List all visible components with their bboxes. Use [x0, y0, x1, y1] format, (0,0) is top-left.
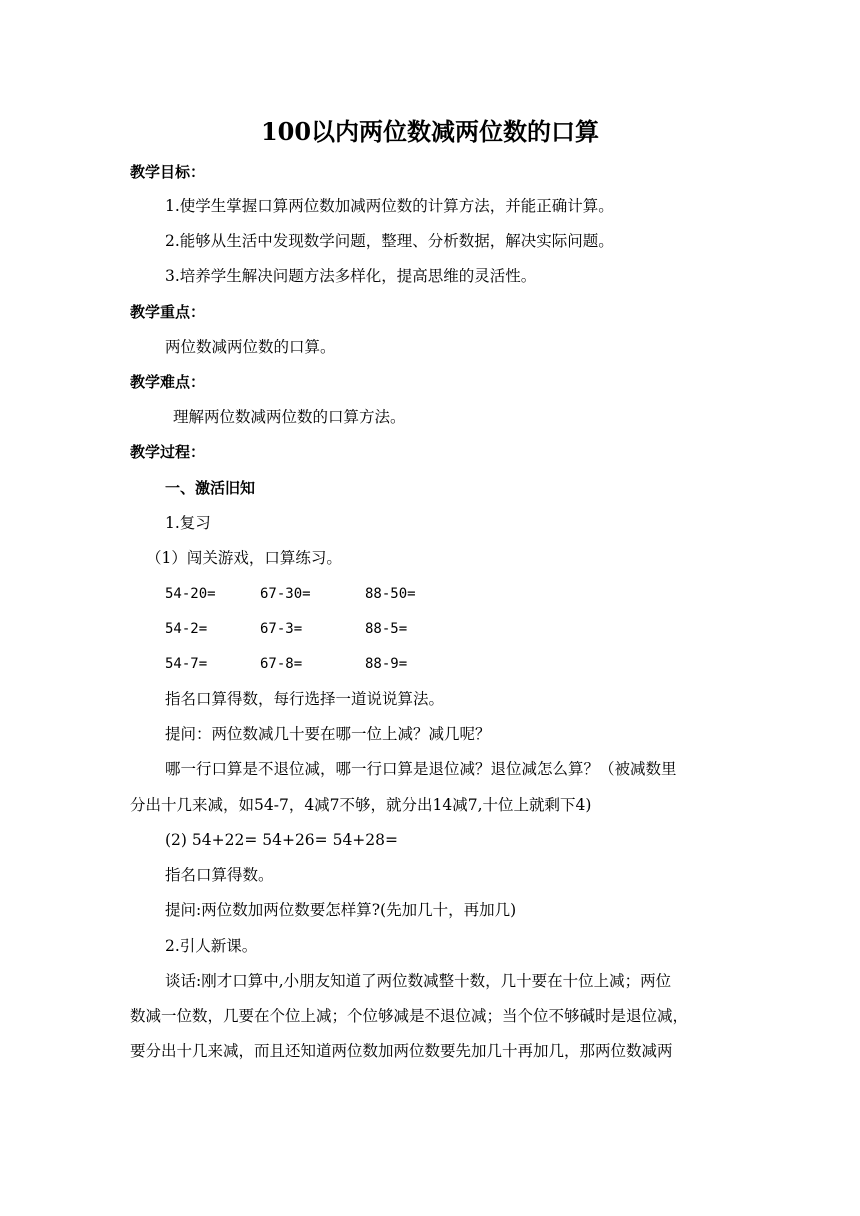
- game-label: （1）闯关游戏，口算练习。: [146, 549, 342, 567]
- review-label: 1.复习: [165, 514, 211, 532]
- difficulty-text: 理解两位数减两位数的口算方法。: [173, 408, 406, 426]
- paragraph: 分出十几来减，如54-7，4减7不够，就分出14减7,十位上就剩下4): [130, 796, 592, 814]
- paragraph: 指名口算得数。: [165, 866, 274, 884]
- paragraph: 谈话:刚才口算中,小朋友知道了两位数减整十数，几十要在十位上减；两位: [165, 972, 672, 990]
- document-title: 100以内两位数减两位数的口算: [260, 117, 600, 146]
- paragraph: 提问:两位数加两位数要怎样算?(先加几十，再加几): [165, 901, 517, 919]
- exercise-cell: 54-20=: [165, 586, 216, 602]
- exercise-cell: 88-9=: [365, 656, 408, 672]
- process-heading: 教学过程：: [130, 443, 206, 461]
- goal-item-1: 1.使学生掌握口算两位数加减两位数的计算方法，并能正确计算。: [165, 197, 614, 215]
- key-points-heading: 教学重点：: [130, 303, 206, 321]
- exercise-2: (2) 54+22= 54+26= 54+28=: [165, 831, 398, 849]
- intro-label: 2.引人新课。: [165, 937, 258, 955]
- paragraph: 数减一位数，几要在个位上减；个位够减是不退位减；当个位不够碱时是退位减，: [130, 1007, 689, 1025]
- paragraph: 提问：两位数减几十要在哪一位上减？减几呢？: [165, 725, 491, 743]
- exercise-cell: 88-50=: [365, 586, 416, 602]
- key-points-text: 两位数减两位数的口算。: [165, 338, 336, 356]
- exercise-cell: 88-5=: [365, 621, 408, 637]
- exercise-cell: 54-2=: [165, 621, 208, 637]
- goal-item-2: 2.能够从生活中发现数学问题，整理、分析数据，解决实际问题。: [165, 232, 614, 250]
- goals-heading: 教学目标：: [130, 163, 206, 181]
- difficulty-heading: 教学难点：: [130, 373, 206, 391]
- paragraph: 指名口算得数，每行选择一道说说算法。: [165, 690, 445, 708]
- exercise-cell: 54-7=: [165, 656, 208, 672]
- goal-item-3: 3.培养学生解决问题方法多样化，提高思维的灵活性。: [165, 267, 537, 285]
- section1-heading: 一、激活旧知: [165, 479, 256, 497]
- exercise-cell: 67-3=: [260, 621, 303, 637]
- exercise-cell: 67-8=: [260, 656, 303, 672]
- paragraph: 哪一行口算是不退位减，哪一行口算是退位减？退位减怎么算？（被减数里: [165, 760, 677, 778]
- paragraph: 要分出十几来减，而且还知道两位数加两位数要先加几十再加几，那两位数减两: [130, 1042, 673, 1060]
- exercise-cell: 67-30=: [260, 586, 311, 602]
